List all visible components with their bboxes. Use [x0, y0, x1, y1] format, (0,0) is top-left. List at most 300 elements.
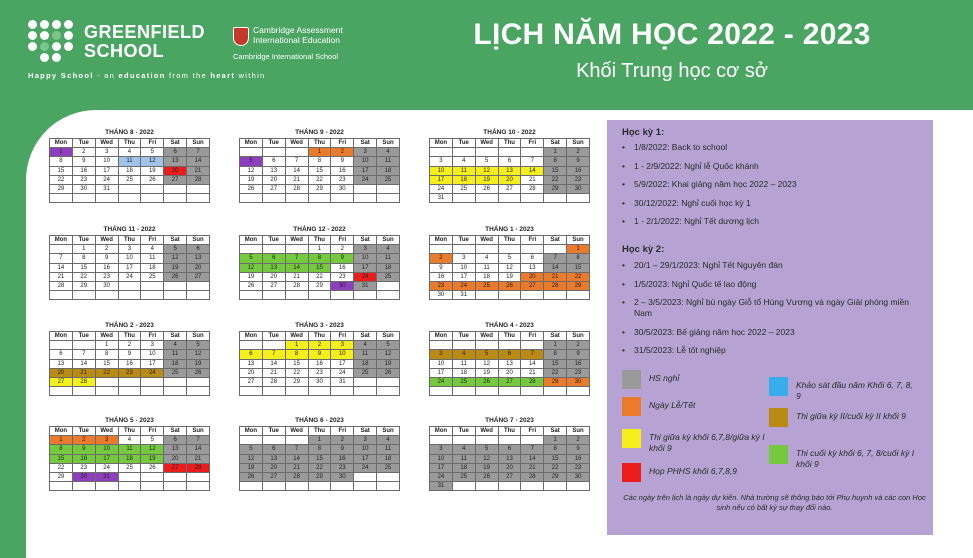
day-cell [262, 387, 285, 396]
day-cell: 6 [498, 445, 521, 454]
page-subtitle: Khối Trung học cơ sở [576, 60, 768, 82]
day-cell: 29 [50, 472, 73, 481]
day-cell: 15 [285, 359, 308, 368]
day-cell: 10 [354, 157, 377, 166]
note-item: • 1/8/2022: Back to school [622, 142, 922, 153]
day-cell: 29 [544, 472, 567, 481]
day-cell: 31 [95, 472, 118, 481]
day-cell [95, 291, 118, 300]
day-cell [354, 291, 377, 300]
weekday-header: Wed [475, 427, 498, 436]
day-cell: 12 [475, 359, 498, 368]
weekday-header: Fri [141, 139, 164, 148]
day-cell: 12 [141, 445, 164, 454]
day-cell [308, 291, 331, 300]
day-cell [567, 291, 590, 300]
legend-label: Ngày Lễ/Tết [649, 400, 696, 410]
day-cell: 4 [452, 350, 475, 359]
day-cell [498, 291, 521, 300]
weekday-header: Thu [498, 332, 521, 341]
day-cell: 7 [262, 350, 285, 359]
day-cell: 10 [354, 445, 377, 454]
day-cell: 14 [544, 263, 567, 272]
day-cell: 25 [141, 272, 164, 281]
day-cell [50, 341, 73, 350]
day-cell: 29 [72, 281, 95, 290]
weekday-header: Wed [95, 236, 118, 245]
weekday-header: Mon [430, 139, 453, 148]
day-cell [544, 482, 567, 491]
week-row [240, 341, 400, 350]
day-cell [285, 387, 308, 396]
legend-swatch [769, 377, 788, 396]
week-row [240, 245, 400, 254]
day-cell: 4 [377, 148, 400, 157]
week-row [430, 454, 590, 463]
week-row [430, 254, 590, 263]
day-cell: 18 [354, 359, 377, 368]
day-cell: 21 [521, 463, 544, 472]
week-row [430, 184, 590, 193]
weekday-header: Tue [72, 236, 95, 245]
day-cell: 10 [141, 350, 164, 359]
day-cell: 25 [164, 368, 187, 377]
day-cell: 19 [141, 166, 164, 175]
weekday-header: Sat [544, 332, 567, 341]
notes-panel [607, 120, 933, 535]
day-cell: 22 [50, 463, 73, 472]
day-cell: 9 [331, 157, 354, 166]
day-cell: 26 [475, 472, 498, 481]
day-cell [377, 184, 400, 193]
day-cell: 3 [354, 148, 377, 157]
day-cell [430, 341, 453, 350]
weekday-header: Mon [50, 332, 73, 341]
day-cell [118, 472, 141, 481]
week-row [430, 436, 590, 445]
day-cell [187, 194, 210, 203]
legend-swatch [622, 397, 641, 416]
legend-swatch [622, 463, 641, 482]
day-cell: 14 [521, 166, 544, 175]
day-cell: 23 [567, 368, 590, 377]
day-cell [141, 291, 164, 300]
day-cell: 13 [187, 254, 210, 263]
day-cell [331, 291, 354, 300]
day-cell [498, 245, 521, 254]
day-cell [240, 341, 263, 350]
day-cell: 13 [498, 359, 521, 368]
day-cell [544, 387, 567, 396]
day-cell: 31 [354, 281, 377, 290]
week-row [430, 194, 590, 203]
day-cell [475, 482, 498, 491]
day-cell: 28 [72, 377, 95, 386]
day-cell: 15 [544, 166, 567, 175]
weekday-header: Wed [285, 139, 308, 148]
day-cell: 25 [377, 175, 400, 184]
week-row [50, 472, 210, 481]
day-cell: 5 [475, 350, 498, 359]
day-cell: 11 [141, 254, 164, 263]
weekday-header: Mon [430, 236, 453, 245]
month-table [49, 235, 210, 300]
day-cell [285, 436, 308, 445]
day-cell [331, 482, 354, 491]
weekday-header-row [50, 139, 210, 148]
month-table [239, 138, 400, 203]
weekday-header: Sat [164, 332, 187, 341]
day-cell [187, 472, 210, 481]
day-cell: 30 [331, 472, 354, 481]
day-cell [187, 291, 210, 300]
day-cell: 10 [95, 157, 118, 166]
month-title: THÁNG 3 - 2023 [295, 322, 344, 329]
day-cell: 25 [452, 472, 475, 481]
day-cell: 3 [118, 245, 141, 254]
day-cell: 3 [452, 254, 475, 263]
day-cell: 5 [475, 157, 498, 166]
cambridge-line2: International Education [253, 35, 340, 45]
day-cell [118, 291, 141, 300]
day-cell [187, 184, 210, 193]
day-cell [567, 194, 590, 203]
day-cell: 17 [331, 359, 354, 368]
day-cell: 24 [141, 368, 164, 377]
month-title: THÁNG 2 - 2023 [105, 322, 154, 329]
day-cell: 18 [452, 175, 475, 184]
day-cell: 21 [262, 368, 285, 377]
day-cell: 6 [498, 157, 521, 166]
day-cell [72, 341, 95, 350]
day-cell: 12 [240, 166, 263, 175]
day-cell: 28 [544, 281, 567, 290]
month-title: THÁNG 8 - 2022 [105, 129, 154, 136]
day-cell: 18 [475, 272, 498, 281]
day-cell: 17 [354, 454, 377, 463]
weekday-header: Sun [187, 236, 210, 245]
weekday-header: Thu [498, 236, 521, 245]
day-cell: 17 [118, 263, 141, 272]
day-cell: 3 [430, 350, 453, 359]
day-cell: 27 [50, 377, 73, 386]
weekday-header: Sat [544, 427, 567, 436]
day-cell [95, 377, 118, 386]
day-cell: 14 [521, 454, 544, 463]
day-cell [544, 291, 567, 300]
day-cell: 22 [308, 175, 331, 184]
day-cell: 21 [50, 272, 73, 281]
weekday-header: Sun [377, 332, 400, 341]
day-cell [377, 291, 400, 300]
weekday-header: Tue [262, 427, 285, 436]
weekday-header: Wed [285, 427, 308, 436]
week-row [50, 445, 210, 454]
day-cell: 28 [187, 463, 210, 472]
month-table [429, 426, 590, 491]
day-cell: 9 [567, 157, 590, 166]
day-cell: 7 [285, 157, 308, 166]
weekday-header: Fri [141, 427, 164, 436]
weekday-header: Wed [95, 332, 118, 341]
day-cell: 14 [285, 263, 308, 272]
day-cell: 29 [544, 184, 567, 193]
day-cell: 22 [544, 463, 567, 472]
day-cell: 21 [187, 454, 210, 463]
day-cell: 18 [164, 359, 187, 368]
day-cell: 30 [331, 281, 354, 290]
day-cell: 17 [430, 175, 453, 184]
week-row [430, 482, 590, 491]
weekday-header-row [430, 332, 590, 341]
month-calendar [429, 416, 590, 491]
day-cell: 17 [95, 454, 118, 463]
month-calendar [49, 321, 210, 396]
weekday-header: Fri [521, 332, 544, 341]
day-cell: 31 [95, 184, 118, 193]
day-cell: 6 [262, 445, 285, 454]
day-cell: 25 [452, 377, 475, 386]
day-cell: 24 [430, 377, 453, 386]
month-title: THÁNG 10 - 2022 [483, 129, 536, 136]
day-cell: 11 [377, 445, 400, 454]
day-cell: 25 [377, 463, 400, 472]
day-cell: 2 [430, 254, 453, 263]
weekday-header: Fri [331, 139, 354, 148]
day-cell: 13 [262, 166, 285, 175]
day-cell [164, 377, 187, 386]
day-cell: 14 [285, 454, 308, 463]
weekday-header: Fri [521, 427, 544, 436]
week-row [50, 272, 210, 281]
day-cell: 15 [567, 263, 590, 272]
day-cell: 2 [308, 341, 331, 350]
note-item: • 30/12/2022: Nghỉ cuối học kỳ 1 [622, 198, 922, 209]
day-cell: 19 [498, 272, 521, 281]
day-cell [240, 482, 263, 491]
day-cell [498, 387, 521, 396]
school-tagline [28, 71, 266, 80]
weekday-header: Wed [475, 236, 498, 245]
day-cell: 1 [285, 341, 308, 350]
week-row [50, 166, 210, 175]
weekday-header: Fri [521, 139, 544, 148]
day-cell: 18 [118, 166, 141, 175]
day-cell: 8 [544, 350, 567, 359]
day-cell: 6 [164, 436, 187, 445]
day-cell: 7 [521, 157, 544, 166]
note-item: • 5/9/2022: Khai giảng năm học 2022 – 2023 [622, 179, 922, 190]
day-cell: 28 [187, 175, 210, 184]
day-cell: 10 [354, 254, 377, 263]
day-cell: 1 [308, 245, 331, 254]
month-title: THÁNG 12 - 2022 [293, 226, 346, 233]
cambridge-subtitle: Cambridge International School [233, 52, 339, 61]
weekday-header: Fri [521, 236, 544, 245]
day-cell [72, 387, 95, 396]
month-calendar [429, 128, 590, 203]
day-cell: 22 [544, 368, 567, 377]
day-cell: 4 [377, 245, 400, 254]
day-cell: 20 [262, 272, 285, 281]
day-cell [377, 472, 400, 481]
weekday-header: Mon [240, 332, 263, 341]
week-row [430, 377, 590, 386]
day-cell [498, 341, 521, 350]
weekday-header: Fri [331, 427, 354, 436]
week-row [240, 359, 400, 368]
day-cell: 18 [118, 454, 141, 463]
day-cell: 4 [354, 341, 377, 350]
week-row [430, 341, 590, 350]
day-cell [521, 194, 544, 203]
day-cell: 21 [521, 368, 544, 377]
day-cell: 22 [308, 463, 331, 472]
legend-swatch [769, 408, 788, 427]
day-cell: 9 [308, 350, 331, 359]
week-row [50, 157, 210, 166]
day-cell: 12 [164, 254, 187, 263]
day-cell [377, 377, 400, 386]
day-cell [240, 291, 263, 300]
day-cell: 9 [95, 254, 118, 263]
day-cell [164, 291, 187, 300]
day-cell: 20 [498, 368, 521, 377]
day-cell: 19 [187, 359, 210, 368]
day-cell: 16 [308, 359, 331, 368]
day-cell: 30 [430, 291, 453, 300]
day-cell: 26 [498, 281, 521, 290]
term1-heading: Học kỳ 1: [622, 127, 665, 138]
term2-list [622, 260, 922, 364]
day-cell: 30 [567, 377, 590, 386]
day-cell: 30 [95, 281, 118, 290]
day-cell: 11 [118, 445, 141, 454]
week-row [430, 463, 590, 472]
day-cell: 6 [262, 157, 285, 166]
day-cell: 23 [430, 281, 453, 290]
day-cell [521, 291, 544, 300]
day-cell: 28 [285, 281, 308, 290]
week-row [430, 359, 590, 368]
week-row [240, 463, 400, 472]
day-cell: 25 [354, 368, 377, 377]
day-cell: 17 [354, 263, 377, 272]
day-cell: 23 [567, 463, 590, 472]
week-row [240, 175, 400, 184]
day-cell: 24 [430, 184, 453, 193]
day-cell: 19 [377, 359, 400, 368]
day-cell: 11 [452, 359, 475, 368]
week-row [240, 184, 400, 193]
day-cell [521, 482, 544, 491]
day-cell [141, 377, 164, 386]
week-row [240, 281, 400, 290]
weekday-header: Sat [544, 236, 567, 245]
day-cell: 9 [331, 445, 354, 454]
weekday-header: Wed [285, 236, 308, 245]
weekday-header: Sat [164, 139, 187, 148]
day-cell: 26 [240, 184, 263, 193]
day-cell: 17 [452, 272, 475, 281]
week-row [240, 166, 400, 175]
day-cell: 29 [285, 377, 308, 386]
day-cell [240, 194, 263, 203]
day-cell [141, 184, 164, 193]
day-cell: 26 [141, 463, 164, 472]
day-cell: 15 [308, 454, 331, 463]
day-cell: 22 [50, 175, 73, 184]
day-cell [475, 194, 498, 203]
day-cell: 22 [95, 368, 118, 377]
day-cell: 6 [187, 245, 210, 254]
day-cell: 17 [141, 359, 164, 368]
day-cell: 27 [240, 377, 263, 386]
day-cell: 18 [452, 368, 475, 377]
day-cell: 17 [354, 166, 377, 175]
day-cell: 15 [50, 454, 73, 463]
day-cell [354, 387, 377, 396]
month-table [49, 331, 210, 396]
day-cell: 1 [544, 436, 567, 445]
day-cell: 9 [567, 445, 590, 454]
day-cell: 5 [377, 341, 400, 350]
day-cell: 21 [72, 368, 95, 377]
day-cell: 20 [521, 272, 544, 281]
day-cell: 23 [95, 272, 118, 281]
weekday-header: Thu [118, 332, 141, 341]
day-cell [72, 194, 95, 203]
day-cell [452, 436, 475, 445]
day-cell [118, 194, 141, 203]
day-cell: 19 [240, 463, 263, 472]
day-cell [164, 184, 187, 193]
day-cell [141, 387, 164, 396]
month-calendar [239, 128, 400, 203]
day-cell: 12 [141, 157, 164, 166]
weekday-header: Tue [72, 139, 95, 148]
day-cell: 27 [164, 463, 187, 472]
day-cell: 11 [377, 157, 400, 166]
day-cell: 6 [521, 254, 544, 263]
month-title: THÁNG 1 - 2023 [485, 226, 534, 233]
day-cell: 14 [50, 263, 73, 272]
day-cell: 3 [95, 148, 118, 157]
day-cell: 19 [475, 368, 498, 377]
day-cell: 8 [544, 445, 567, 454]
day-cell: 13 [240, 359, 263, 368]
day-cell: 15 [544, 359, 567, 368]
day-cell [164, 482, 187, 491]
day-cell: 15 [544, 454, 567, 463]
day-cell [262, 436, 285, 445]
day-cell [354, 472, 377, 481]
day-cell: 2 [331, 245, 354, 254]
day-cell [118, 482, 141, 491]
day-cell [262, 341, 285, 350]
day-cell: 9 [331, 254, 354, 263]
weekday-header: Sun [567, 236, 590, 245]
day-cell: 27 [187, 272, 210, 281]
day-cell [240, 148, 263, 157]
month-calendar [49, 416, 210, 491]
day-cell: 23 [331, 272, 354, 281]
day-cell: 4 [118, 148, 141, 157]
tagline-part3: education [118, 71, 166, 80]
month-calendar [49, 225, 210, 300]
week-row [240, 482, 400, 491]
day-cell: 25 [118, 463, 141, 472]
